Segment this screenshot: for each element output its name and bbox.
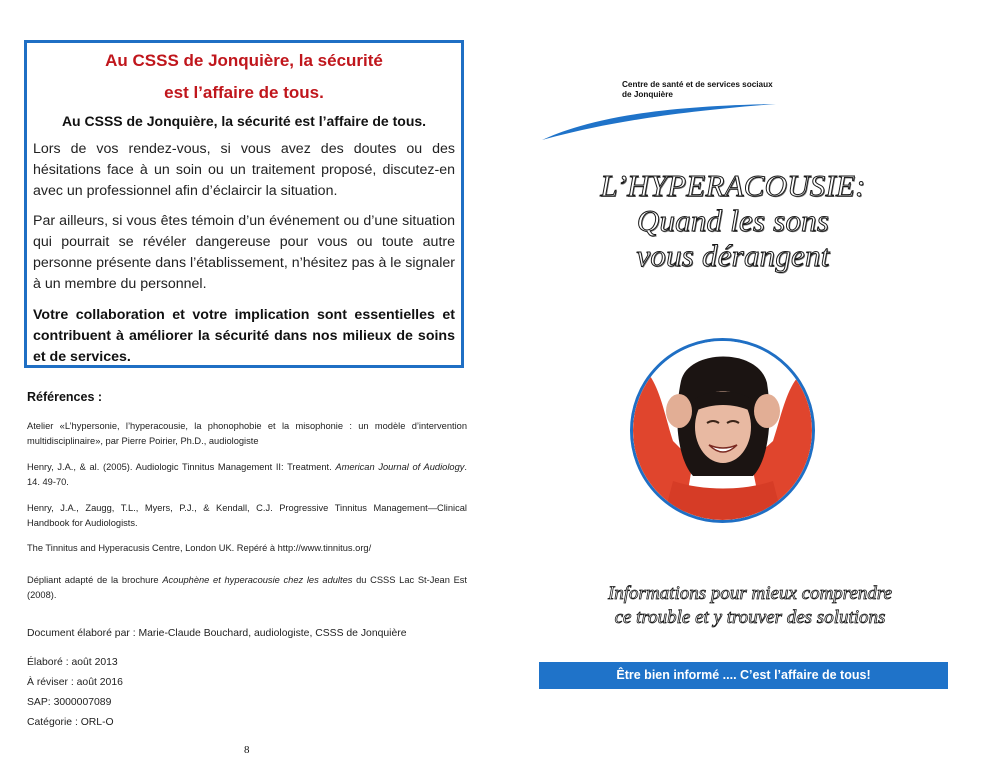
document-author: Document élaboré par : Marie-Claude Bouchard, audiologiste, CSSS de Jonquière: [27, 628, 407, 639]
organization-name-line2: de Jonquière: [622, 90, 673, 99]
date-a-reviser: À réviser : août 2016: [27, 677, 123, 688]
reference-item: Henry, J.A., & al. (2005). Audiologic Tinnitus Management II: Treatment. American Journal of Audiology. 14. 49-70.: [27, 462, 467, 487]
cover-photo: [630, 338, 815, 523]
page-number: 8: [244, 744, 250, 756]
date-elabore: Élaboré : août 2013: [27, 657, 118, 668]
adaptation-note: [27, 573, 467, 603]
safety-notice-box: [24, 40, 464, 368]
safety-title-line2: est l’affaire de tous.: [164, 83, 324, 102]
adaptation-suffix: du CSSS Lac St-Jean Est (2008).: [27, 575, 468, 600]
brochure-title: [558, 168, 908, 273]
organization-name-line1: Centre de santé et de services sociaux: [622, 80, 773, 89]
woman-covering-ears-photo-icon: [633, 341, 812, 520]
safety-paragraph-1: Lors de vos rendez-vous, si vous avez des doutes ou des hésitations face à un soin ou un traitement proposé, discutez-en avec un professionnel afin d’éclaircir la situation.: [33, 141, 455, 199]
adaptation-brochure-title: Acouphène et hyperacousie chez les adultes: [162, 575, 353, 585]
category: Catégorie : ORL-O: [27, 717, 114, 728]
brochure-subtitle: [550, 582, 950, 630]
subtitle-line-1: Informations pour mieux comprendre: [607, 583, 893, 604]
reference-item: Henry, J.A., Zaugg, T.L., Myers, P.J., & Kendall, C.J. Progressive Tinnitus Management—Clinical Handbook for Audiologists.: [27, 503, 467, 528]
safety-paragraph-3: Votre collaboration et votre implication sont essentielles et contribuent à améliorer la sécurité dans nos milieux de soins et de services.: [33, 307, 455, 365]
reference-item: The Tinnitus and Hyperacusis Centre, London UK. Repéré à http://www.tinnitus.org/: [27, 543, 372, 553]
safety-paragraph-2: Par ailleurs, si vous êtes témoin d’un événement ou d’une situation qui pourrait se révéler dangereuse pour vous ou toute autre personne présente dans l’établissement, n’hésitez pas à le signaler à un membre du personnel.: [33, 213, 455, 292]
adaptation-prefix: Dépliant adapté de la brochure: [27, 575, 163, 585]
safety-subtitle: Au CSSS de Jonquière, la sécurité est l’affaire de tous.: [61, 113, 427, 129]
reference-item: Atelier «L’hypersonie, l’hyperacousie, la phonophobie et la misophonie : un modèle d’intervention multidisciplinaire», par Pierre Poirier, Ph.D., audiologiste: [27, 421, 467, 446]
subtitle-line-2: ce trouble et y trouver des solutions: [614, 607, 886, 628]
slogan-banner: Être bien informé .... C’est l’affaire de tous!: [539, 662, 948, 689]
title-line-3: vous dérangent: [636, 238, 830, 273]
sap-number: SAP: 3000007089: [27, 697, 112, 708]
logo-swoosh-icon: [540, 96, 780, 144]
references-heading: Références :: [27, 390, 103, 404]
title-line-1: L’HYPERACOUSIE:: [600, 168, 866, 203]
safety-title-line1: Au CSSS de Jonquière, la sécurité: [105, 51, 383, 70]
title-line-2: Quand les sons: [636, 203, 830, 238]
